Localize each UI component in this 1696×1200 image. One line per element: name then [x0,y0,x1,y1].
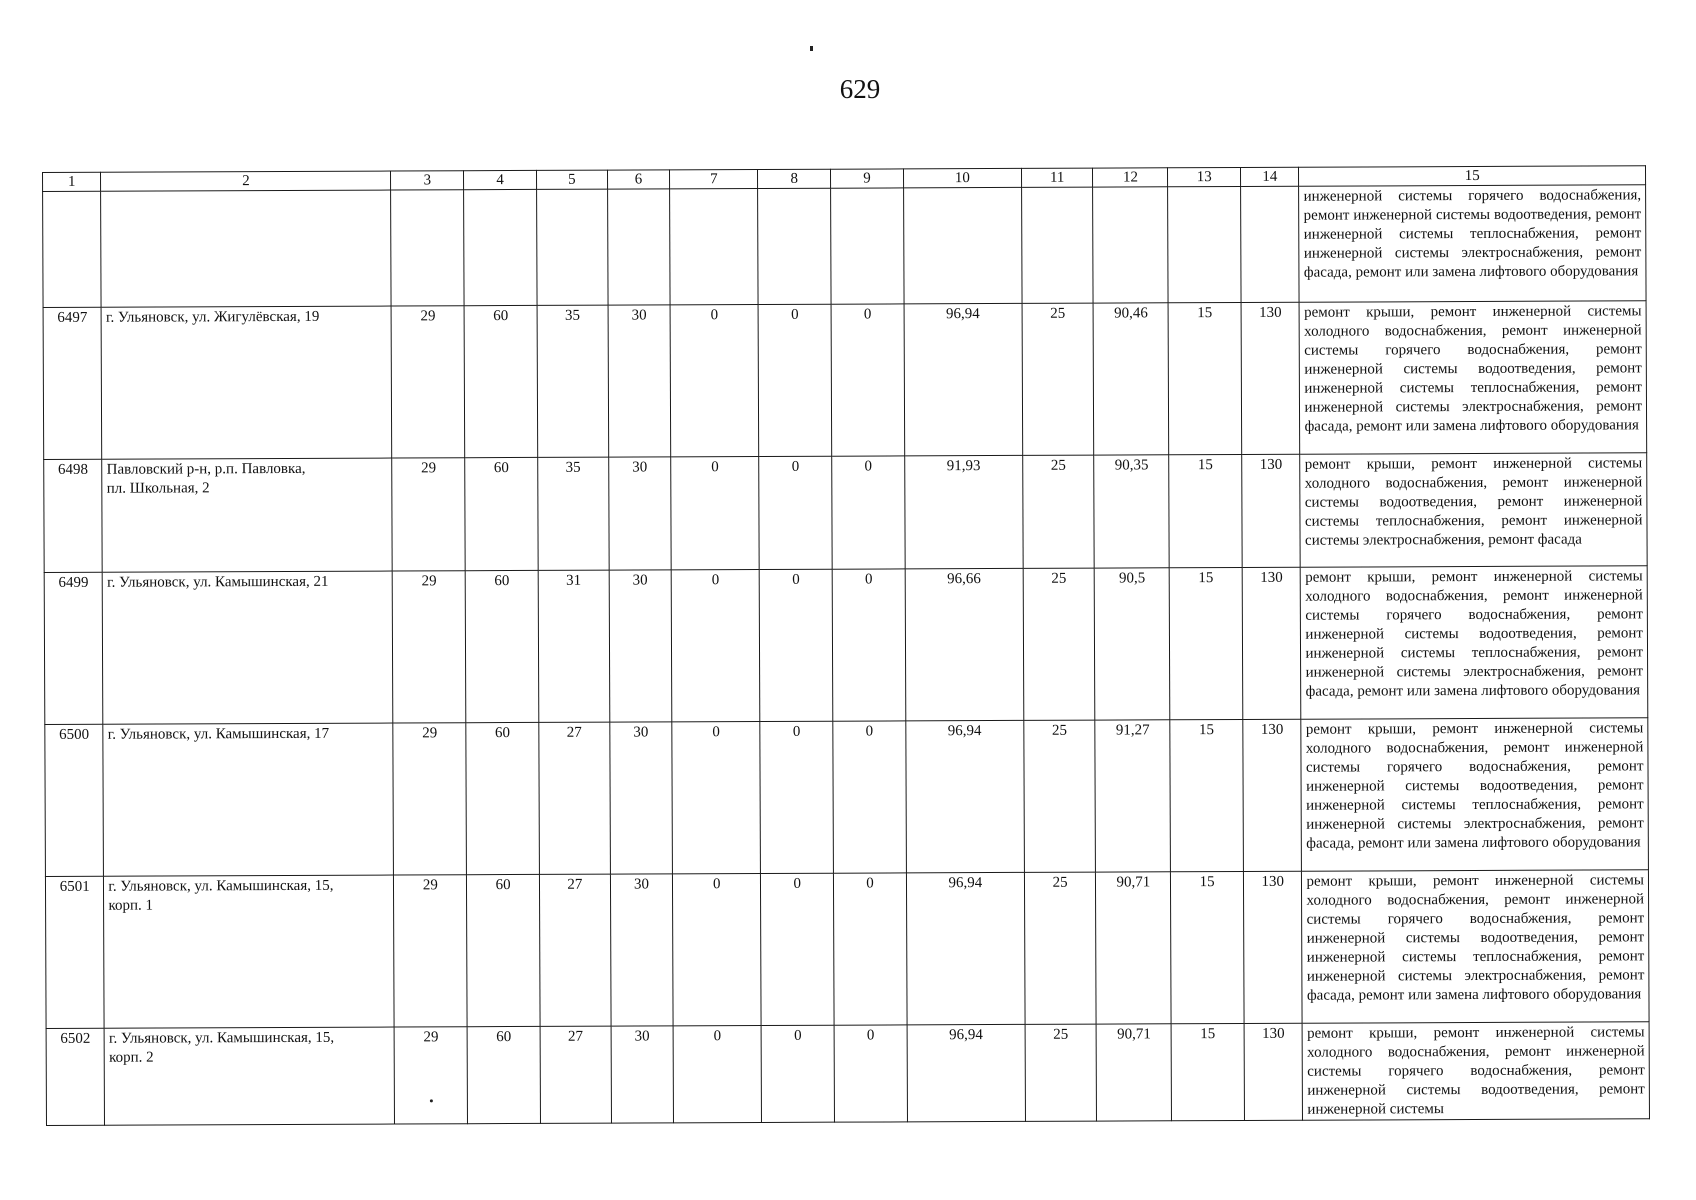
table-row [44,453,1647,573]
col-header-6: 6 [607,170,670,189]
empty-cell [1093,187,1168,303]
cell-c7: 0 [673,873,762,1025]
col-header-9: 9 [831,169,904,188]
col-header-5: 5 [536,170,607,189]
cell-c4: 60 [464,305,537,457]
table-row [45,870,1649,1029]
page-number: 629 [839,74,881,104]
cell-c3: 29 [392,306,465,458]
works-list: ремонт крыши, ремонт инженерной системы холодного водоснабжения, ремонт инженерной системы горячего водоснабжения, ремонт инженерной системы водоотведения, ремонт инженерной системы теплоснабжения, ремонт инженерной системы электроснабжения, ремонт фасада, ремонт или замена лифтового оборудования [1302,870,1649,1023]
cell-c5: 31 [538,570,609,722]
cell-c14: 130 [1244,871,1303,1023]
works-list: ремонт крыши, ремонт инженерной системы холодного водоснабжения, ремонт инженерной системы горячего водоснабжения, ремонт инженерной системы водоотведения, ремонт инженерной системы [1303,1022,1650,1120]
address-cell: г. Ульяновск, ул. Камышинская, 21 [103,571,394,724]
address-cell: г. Ульяновск, ул. Камышинская, 15, корп. 2 [104,1027,394,1125]
cell-c9: 0 [832,569,905,721]
works-list: инженерной системы горячего водоснабжения, ремонт инженерной системы водоотведения, ремонт инженерной системы теплоснабжения, ремонт инженерной системы электроснабжения, ремонт фасада, ремонт или замена лифтового оборудования [1299,185,1646,302]
col-header-2: 2 [101,171,391,191]
row-index: 6499 [44,572,103,724]
cell-c8: 0 [760,569,833,721]
empty-cell [758,188,831,304]
cell-c14: 130 [1243,719,1302,871]
cell-c5: 27 [539,874,610,1026]
cell-c10: 96,66 [905,568,1023,720]
cell-c9: 0 [831,304,904,456]
empty-cell [670,189,759,305]
cell-c6: 30 [609,570,672,722]
cell-c3: 29 [393,571,466,723]
scan-mark [810,46,813,51]
cell-c12: 90,5 [1095,568,1170,720]
cell-c7: 0 [670,305,759,457]
cell-c8: 0 [759,456,832,569]
cell-c13: 15 [1169,567,1242,719]
empty-cell [831,188,904,304]
cell-c11: 25 [1024,872,1096,1024]
table-row [43,301,1647,460]
cell-c8: 0 [761,1025,834,1122]
cell-c4: 60 [465,457,538,570]
row-index: 6497 [43,307,102,459]
empty-cell [903,187,1021,303]
cell-c3: 29 [392,458,465,571]
col-header-7: 7 [670,170,758,189]
cell-c5: 27 [540,1026,611,1123]
cell-c11: 25 [1022,455,1094,568]
cell-c5: 35 [538,457,609,570]
cell-c12: 90,71 [1096,872,1171,1024]
table-row [45,718,1649,877]
cell-c7 [671,569,760,721]
empty-cell [1168,186,1241,302]
cell-c5: 35 [537,305,608,457]
cell-c10: 96,94 [906,720,1024,872]
continuation-row [43,185,1646,308]
row-index: 6502 [46,1028,105,1125]
cell-c11: 25 [1023,568,1095,720]
cell-c6: 30 [608,305,671,457]
cell-c6: 30 [610,722,673,874]
col-header-12: 12 [1093,168,1168,187]
cell-c14: 130 [1242,567,1301,719]
cell-c3 [395,1027,468,1124]
cell-c9: 0 [834,1025,907,1122]
cell-c10: 96,94 [906,872,1024,1024]
col-header-15: 15 [1299,166,1646,186]
row-index: 6501 [45,876,104,1028]
empty-cell [101,190,392,307]
address-cell: г. Ульяновск, ул. Камышинская, 17 [103,723,394,876]
cell-c14: 130 [1244,1023,1303,1120]
cell-c9: 0 [834,873,907,1025]
cell-c4: 60 [467,1026,540,1123]
document-sheet [42,165,1650,1126]
col-header-1: 1 [43,172,101,191]
cell-c12: 90,35 [1094,455,1169,568]
cell-c8: 0 [761,873,834,1025]
cell-c12: 91,27 [1095,720,1170,872]
cell-c10: 91,93 [905,455,1023,568]
col-header-3: 3 [391,171,464,190]
cell-c6: 30 [608,457,671,570]
col-header-14: 14 [1241,167,1299,186]
cell-c12: 90,46 [1094,303,1169,455]
cell-c4: 60 [465,570,538,722]
empty-cell [43,191,102,307]
empty-cell [391,190,464,306]
works-list: ремонт крыши, ремонт инженерной системы холодного водоснабжения, ремонт инженерной системы горячего водоснабжения, ремонт инженерной системы водоотведения, ремонт инженерной системы теплоснабжения, ремонт инженерной системы электроснабжения, ремонт фасада, ремонт или замена лифтового оборудования [1301,566,1648,719]
cell-c3: 29 [394,875,467,1027]
cell-c12: 90,71 [1097,1024,1172,1121]
address-cell: г. Ульяновск, ул. Жигулёвская, 19 [101,306,392,459]
works-list: ремонт крыши, ремонт инженерной системы холодного водоснабжения, ремонт инженерной системы водоотведения, ремонт инженерной системы теплоснабжения, ремонт инженерной системы электроснабжения, ремонт фасада [1300,453,1647,567]
cell-c13: 15 [1169,454,1242,567]
cell-c13: 15 [1168,302,1241,454]
cell-c7: 0 [672,721,761,873]
col-header-4: 4 [464,170,537,189]
cell-c11: 25 [1024,720,1096,872]
scan-dot [430,1099,433,1102]
cell-c4: 60 [466,722,539,874]
empty-cell [1241,186,1300,302]
table-row [46,1022,1649,1126]
row-index: 6500 [45,724,104,876]
empty-cell [1021,187,1093,303]
address-cell: г. Ульяновск, ул. Камышинская, 15, корп. 1 [104,875,395,1028]
cell-c6: 30 [610,874,673,1026]
cell-c11: 25 [1025,1024,1097,1121]
table-row [44,566,1648,725]
row-index: 6498 [44,459,103,572]
cell-c6: 30 [611,1026,674,1123]
cell-c13: 15 [1171,871,1244,1023]
col-header-11: 11 [1021,168,1093,187]
col-header-10: 10 [903,168,1021,187]
empty-cell [537,189,608,305]
cell-c3-value: 29 [423,1029,439,1046]
cell-c9: 0 [833,721,906,873]
cell-c14: 130 [1242,454,1301,567]
cell-c8: 0 [760,721,833,873]
repair-register-table [42,165,1650,1126]
cell-c10: 96,94 [904,303,1022,455]
cell-c9: 0 [832,456,905,569]
cell-c13: 15 [1170,719,1243,871]
cell-c3: 29 [393,723,466,875]
cell-c13: 15 [1171,1023,1244,1120]
cell-c7: 0 [673,1025,762,1122]
cell-c7: 0 [671,456,760,569]
col-header-8: 8 [758,169,831,188]
cell-c10: 96,94 [907,1024,1025,1121]
col-header-13: 13 [1168,167,1241,186]
address-cell: Павловский р-н, р.п. Павловка, пл. Школьная, 2 [102,458,393,572]
cell-c7-value: 0 [711,572,720,589]
works-list: ремонт крыши, ремонт инженерной системы холодного водоснабжения, ремонт инженерной системы горячего водоснабжения, ремонт инженерной системы водоотведения, ремонт инженерной системы теплоснабжения, ремонт инженерной системы электроснабжения, ремонт фасада, ремонт или замена лифтового оборудования [1300,301,1647,454]
cell-c11: 25 [1022,303,1094,455]
cell-c4: 60 [467,874,540,1026]
empty-cell [464,189,537,305]
cell-c14: 130 [1241,302,1300,454]
empty-cell [607,189,670,305]
cell-c8: 0 [758,304,831,456]
works-list: ремонт крыши, ремонт инженерной системы холодного водоснабжения, ремонт инженерной системы горячего водоснабжения, ремонт инженерной системы водоотведения, ремонт инженерной системы теплоснабжения, ремонт инженерной системы электроснабжения, ремонт фасада, ремонт или замена лифтового оборудования [1301,718,1648,871]
cell-c5: 27 [539,722,610,874]
